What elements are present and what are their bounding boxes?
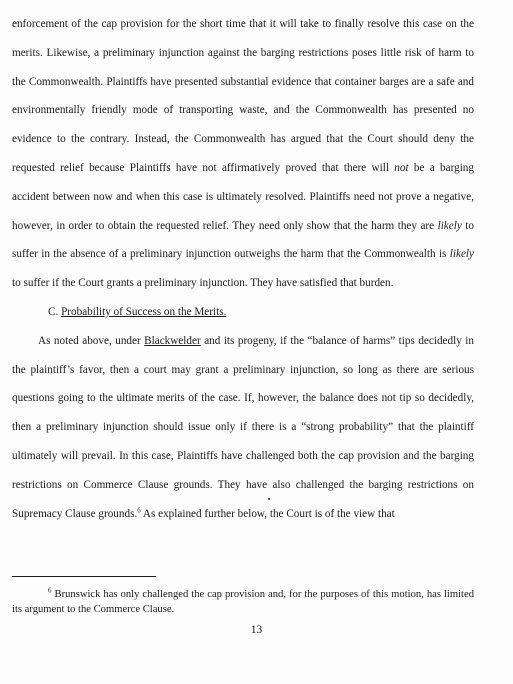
paragraph-text: As explained further below, the Court is of the view that [140,507,395,520]
emphasis-likely: likely [437,219,462,232]
footnote-reference[interactable]: 6 [137,505,141,514]
page-number: 13 [250,624,263,636]
footnote-mark: 6 [48,586,52,595]
footnote-text: Brunswick has only challenged the cap provision and, for the purposes of this motion, has limited its argument to the Commerce Clause. [12,589,474,615]
footnote-divider [12,576,156,577]
paragraph-text: be a barging accident between now and when this case is ultimately resolved. Plaintiffs need not prove a negative, however, in order to obtain the requested relief. They need only show that the harm they are [12,161,474,232]
paragraph-text: As noted above, under [38,334,145,347]
section-title: Probability of Success on the Merits. [61,305,227,318]
section-heading [12,298,474,327]
emphasis-likely: likely [449,248,474,261]
section-label: C. [48,305,59,318]
paragraph-text: and its progeny, if the “balance of harms” tips decidedly in the plaintiff’s favor, then a court may grant a preliminary injunction, so long as there are serious questions going to the ultimate merits of the case. If, however, the balance does not tip so decidedly, then a preliminary injunction should issue only if there is a “strong probability” that the plaintiff ultimately will prevail. In this case, Plaintiffs have challenged both the cap provision and the barging restrictions on Commerce Clause grounds. They have also challenged the barging restrictions on Supremacy Clause grounds. [12,334,474,520]
paragraph-harm-analysis [12,10,474,298]
case-name-blackwelder: Blackwelder [144,334,201,347]
paragraph-text: to suffer in the absence of a preliminary injunction outweighs the harm that the Commonwealth is [12,219,475,261]
body-text [12,10,474,528]
paragraph-text: enforcement of the cap provision for the short time that it will take to finally resolve this case on the merits. Likewise, a preliminary injunction against the barging restrictions poses little risk of harm to the Commonwealth. Plaintiffs have presented substantial evidence that container barges are a safe and environmentally friendly mode of transporting waste, and the Commonwealth has presented no evidence to the contrary. Instead, the Commonwealth has argued that the Court should deny the requested relief because Plaintiffs have not affirmatively proved that there will [12,18,474,174]
paragraph-merits [12,327,474,529]
scan-speck [268,498,270,500]
emphasis-not: not [394,161,409,174]
paragraph-text: to suffer if the Court grants a preliminary injunction. They have satisfied that burden. [12,277,394,290]
footnote-6 [12,587,474,617]
